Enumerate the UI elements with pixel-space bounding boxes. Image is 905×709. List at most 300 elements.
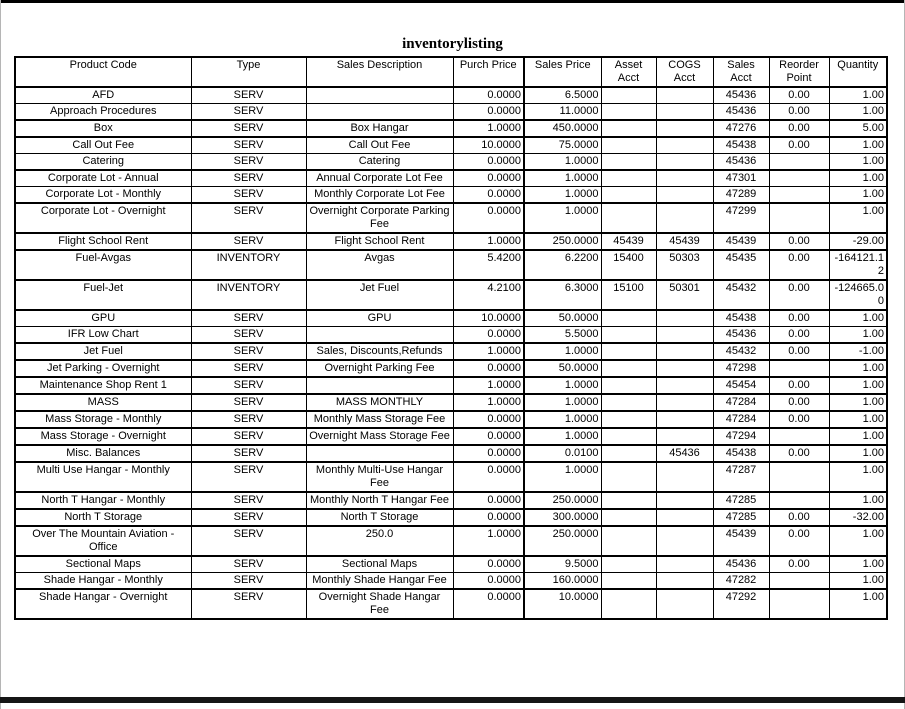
cell-asset-acct xyxy=(601,120,656,137)
cell-type: SERV xyxy=(191,360,306,377)
cell-description: Overnight Parking Fee xyxy=(306,360,453,377)
cell-purch-price: 0.0000 xyxy=(453,556,524,573)
cell-quantity: -164121.12 xyxy=(829,250,887,280)
cell-description: Box Hangar xyxy=(306,120,453,137)
cell-asset-acct xyxy=(601,203,656,233)
cell-asset-acct xyxy=(601,360,656,377)
cell-sales-acct: 45439 xyxy=(713,526,769,556)
cell-cogs-acct xyxy=(656,428,713,445)
cell-sales-acct: 45432 xyxy=(713,343,769,360)
cell-asset-acct xyxy=(601,343,656,360)
cell-type: SERV xyxy=(191,137,306,154)
cell-product-code: MASS xyxy=(15,394,191,411)
cell-purch-price: 0.0000 xyxy=(453,327,524,344)
cell-cogs-acct: 45436 xyxy=(656,445,713,462)
cell-sales-price: 1.0000 xyxy=(524,411,601,428)
cell-quantity: -29.00 xyxy=(829,233,887,250)
cell-type: SERV xyxy=(191,120,306,137)
cell-product-code: IFR Low Chart xyxy=(15,327,191,344)
cell-asset-acct xyxy=(601,573,656,590)
cell-cogs-acct xyxy=(656,203,713,233)
cell-reorder-point: 0.00 xyxy=(769,104,829,121)
table-row xyxy=(15,104,887,121)
column-header-cogs-acct: COGS Acct xyxy=(656,57,713,87)
table-row xyxy=(15,280,887,310)
cell-cogs-acct: 50301 xyxy=(656,280,713,310)
cell-sales-price: 300.0000 xyxy=(524,509,601,526)
cell-asset-acct xyxy=(601,187,656,204)
cell-description: Catering xyxy=(306,154,453,171)
cell-description xyxy=(306,327,453,344)
cell-purch-price: 0.0000 xyxy=(453,360,524,377)
cell-sales-price: 50.0000 xyxy=(524,360,601,377)
cell-cogs-acct xyxy=(656,462,713,492)
cell-purch-price: 0.0000 xyxy=(453,573,524,590)
cell-quantity: 1.00 xyxy=(829,137,887,154)
cell-sales-acct: 45436 xyxy=(713,327,769,344)
cell-purch-price: 1.0000 xyxy=(453,343,524,360)
table-row xyxy=(15,556,887,573)
cell-reorder-point: 0.00 xyxy=(769,509,829,526)
cell-sales-acct: 45436 xyxy=(713,154,769,171)
cell-purch-price: 1.0000 xyxy=(453,526,524,556)
cell-purch-price: 5.4200 xyxy=(453,250,524,280)
cell-quantity: 1.00 xyxy=(829,360,887,377)
cell-description xyxy=(306,377,453,394)
cell-quantity: 1.00 xyxy=(829,187,887,204)
cell-asset-acct xyxy=(601,310,656,327)
cell-product-code: Maintenance Shop Rent 1 xyxy=(15,377,191,394)
cell-sales-acct: 47285 xyxy=(713,492,769,509)
cell-sales-price: 1.0000 xyxy=(524,462,601,492)
inventory-table xyxy=(14,56,888,620)
cell-sales-price: 1.0000 xyxy=(524,394,601,411)
cell-sales-price: 1.0000 xyxy=(524,187,601,204)
cell-description: Annual Corporate Lot Fee xyxy=(306,170,453,187)
cell-quantity: 1.00 xyxy=(829,154,887,171)
column-header-sales-acct: Sales Acct xyxy=(713,57,769,87)
cell-quantity: 1.00 xyxy=(829,589,887,619)
cell-sales-price: 1.0000 xyxy=(524,343,601,360)
cell-asset-acct xyxy=(601,104,656,121)
cell-reorder-point xyxy=(769,203,829,233)
column-header-product-code: Product Code xyxy=(15,57,191,87)
cell-asset-acct xyxy=(601,411,656,428)
table-row xyxy=(15,343,887,360)
cell-purch-price: 1.0000 xyxy=(453,377,524,394)
cell-sales-acct: 47298 xyxy=(713,360,769,377)
cell-purch-price: 0.0000 xyxy=(453,154,524,171)
cell-type: SERV xyxy=(191,377,306,394)
cell-purch-price: 0.0000 xyxy=(453,428,524,445)
cell-description: Monthly Corporate Lot Fee xyxy=(306,187,453,204)
cell-asset-acct xyxy=(601,445,656,462)
cell-description: 250.0 xyxy=(306,526,453,556)
cell-reorder-point: 0.00 xyxy=(769,327,829,344)
cell-product-code: Misc. Balances xyxy=(15,445,191,462)
cell-type: SERV xyxy=(191,445,306,462)
cell-asset-acct xyxy=(601,394,656,411)
cell-sales-price: 450.0000 xyxy=(524,120,601,137)
cell-reorder-point xyxy=(769,589,829,619)
table-row xyxy=(15,310,887,327)
table-row xyxy=(15,492,887,509)
cell-type: SERV xyxy=(191,573,306,590)
cell-sales-price: 9.5000 xyxy=(524,556,601,573)
cell-type: SERV xyxy=(191,187,306,204)
table-row xyxy=(15,411,887,428)
cell-type: SERV xyxy=(191,104,306,121)
cell-cogs-acct: 45439 xyxy=(656,233,713,250)
cell-description: Overnight Corporate Parking Fee xyxy=(306,203,453,233)
cell-product-code: Box xyxy=(15,120,191,137)
column-header-quantity: Quantity xyxy=(829,57,887,87)
cell-type: SERV xyxy=(191,589,306,619)
table-row xyxy=(15,170,887,187)
cell-quantity: 1.00 xyxy=(829,394,887,411)
cell-sales-acct: 45432 xyxy=(713,280,769,310)
cell-asset-acct xyxy=(601,462,656,492)
cell-asset-acct xyxy=(601,327,656,344)
cell-sales-price: 1.0000 xyxy=(524,154,601,171)
cell-sales-acct: 45454 xyxy=(713,377,769,394)
cell-type: SERV xyxy=(191,492,306,509)
cell-reorder-point: 0.00 xyxy=(769,87,829,104)
table-row xyxy=(15,573,887,590)
cell-cogs-acct xyxy=(656,120,713,137)
column-header-sales-price: Sales Price xyxy=(524,57,601,87)
cell-quantity: 1.00 xyxy=(829,104,887,121)
cell-product-code: North T Hangar - Monthly xyxy=(15,492,191,509)
cell-product-code: Catering xyxy=(15,154,191,171)
column-header-asset-acct: Asset Acct xyxy=(601,57,656,87)
cell-purch-price: 0.0000 xyxy=(453,87,524,104)
cell-cogs-acct xyxy=(656,87,713,104)
cell-sales-acct: 47294 xyxy=(713,428,769,445)
cell-quantity: -1.00 xyxy=(829,343,887,360)
cell-description: Sectional Maps xyxy=(306,556,453,573)
cell-cogs-acct xyxy=(656,556,713,573)
cell-quantity: 1.00 xyxy=(829,445,887,462)
cell-reorder-point: 0.00 xyxy=(769,233,829,250)
cell-sales-acct: 45438 xyxy=(713,445,769,462)
cell-sales-acct: 45436 xyxy=(713,556,769,573)
table-row xyxy=(15,589,887,619)
cell-description: Avgas xyxy=(306,250,453,280)
cell-asset-acct: 45439 xyxy=(601,233,656,250)
cell-description xyxy=(306,87,453,104)
cell-sales-price: 6.2200 xyxy=(524,250,601,280)
cell-purch-price: 0.0000 xyxy=(453,445,524,462)
cell-type: SERV xyxy=(191,462,306,492)
cell-quantity: 1.00 xyxy=(829,526,887,556)
cell-product-code: North T Storage xyxy=(15,509,191,526)
cell-type: SERV xyxy=(191,233,306,250)
table-row xyxy=(15,526,887,556)
table-row xyxy=(15,445,887,462)
table-row xyxy=(15,394,887,411)
cell-type: SERV xyxy=(191,556,306,573)
cell-type: INVENTORY xyxy=(191,250,306,280)
cell-asset-acct xyxy=(601,509,656,526)
cell-asset-acct xyxy=(601,428,656,445)
cell-quantity: 1.00 xyxy=(829,492,887,509)
cell-quantity: 1.00 xyxy=(829,170,887,187)
cell-asset-acct xyxy=(601,170,656,187)
cell-purch-price: 4.2100 xyxy=(453,280,524,310)
cell-purch-price: 0.0000 xyxy=(453,411,524,428)
cell-product-code: AFD xyxy=(15,87,191,104)
cell-purch-price: 1.0000 xyxy=(453,394,524,411)
cell-sales-price: 75.0000 xyxy=(524,137,601,154)
cell-cogs-acct xyxy=(656,526,713,556)
cell-type: SERV xyxy=(191,87,306,104)
cell-cogs-acct xyxy=(656,360,713,377)
cell-asset-acct xyxy=(601,492,656,509)
cell-product-code: Corporate Lot - Overnight xyxy=(15,203,191,233)
cell-reorder-point xyxy=(769,573,829,590)
cell-product-code: Sectional Maps xyxy=(15,556,191,573)
cell-reorder-point xyxy=(769,170,829,187)
table-row xyxy=(15,154,887,171)
cell-description: Flight School Rent xyxy=(306,233,453,250)
cell-type: SERV xyxy=(191,203,306,233)
cell-cogs-acct xyxy=(656,187,713,204)
cell-cogs-acct xyxy=(656,170,713,187)
cell-sales-price: 250.0000 xyxy=(524,233,601,250)
cell-product-code: Mass Storage - Monthly xyxy=(15,411,191,428)
cell-quantity: 1.00 xyxy=(829,573,887,590)
cell-sales-acct: 47287 xyxy=(713,462,769,492)
column-header-sales-description: Sales Description xyxy=(306,57,453,87)
cell-product-code: Jet Fuel xyxy=(15,343,191,360)
cell-cogs-acct xyxy=(656,394,713,411)
table-row xyxy=(15,428,887,445)
cell-sales-acct: 47292 xyxy=(713,589,769,619)
cell-reorder-point xyxy=(769,154,829,171)
cell-reorder-point: 0.00 xyxy=(769,120,829,137)
cell-product-code: Shade Hangar - Overnight xyxy=(15,589,191,619)
table-row xyxy=(15,462,887,492)
cell-purch-price: 0.0000 xyxy=(453,462,524,492)
cell-reorder-point: 0.00 xyxy=(769,526,829,556)
cell-sales-price: 1.0000 xyxy=(524,203,601,233)
cell-asset-acct xyxy=(601,589,656,619)
cell-quantity: 1.00 xyxy=(829,377,887,394)
cell-quantity: 1.00 xyxy=(829,203,887,233)
cell-reorder-point xyxy=(769,462,829,492)
cell-sales-price: 1.0000 xyxy=(524,428,601,445)
cell-sales-price: 6.3000 xyxy=(524,280,601,310)
cell-reorder-point: 0.00 xyxy=(769,394,829,411)
table-row xyxy=(15,327,887,344)
cell-description: Jet Fuel xyxy=(306,280,453,310)
cell-purch-price: 1.0000 xyxy=(453,120,524,137)
cell-reorder-point: 0.00 xyxy=(769,556,829,573)
cell-sales-price: 5.5000 xyxy=(524,327,601,344)
cell-product-code: Call Out Fee xyxy=(15,137,191,154)
cell-description: Overnight Mass Storage Fee xyxy=(306,428,453,445)
cell-cogs-acct xyxy=(656,573,713,590)
cell-product-code: Mass Storage - Overnight xyxy=(15,428,191,445)
cell-asset-acct xyxy=(601,377,656,394)
cell-type: SERV xyxy=(191,327,306,344)
cell-sales-acct: 45438 xyxy=(713,137,769,154)
cell-sales-price: 160.0000 xyxy=(524,573,601,590)
cell-sales-acct: 47289 xyxy=(713,187,769,204)
cell-description: MASS MONTHLY xyxy=(306,394,453,411)
cell-product-code: Multi Use Hangar - Monthly xyxy=(15,462,191,492)
cell-asset-acct xyxy=(601,526,656,556)
cell-reorder-point: 0.00 xyxy=(769,377,829,394)
cell-cogs-acct xyxy=(656,104,713,121)
cell-description: Monthly North T Hangar Fee xyxy=(306,492,453,509)
cell-reorder-point: 0.00 xyxy=(769,411,829,428)
cell-sales-acct: 47276 xyxy=(713,120,769,137)
cell-sales-price: 10.0000 xyxy=(524,589,601,619)
cell-reorder-point xyxy=(769,360,829,377)
cell-purch-price: 0.0000 xyxy=(453,509,524,526)
cell-cogs-acct xyxy=(656,137,713,154)
cell-sales-acct: 47284 xyxy=(713,411,769,428)
cell-purch-price: 0.0000 xyxy=(453,187,524,204)
cell-sales-price: 50.0000 xyxy=(524,310,601,327)
cell-asset-acct xyxy=(601,154,656,171)
cell-asset-acct: 15400 xyxy=(601,250,656,280)
table-row xyxy=(15,137,887,154)
cell-product-code: Shade Hangar - Monthly xyxy=(15,573,191,590)
cell-sales-price: 6.5000 xyxy=(524,87,601,104)
cell-description: Sales, Discounts,Refunds xyxy=(306,343,453,360)
cell-purch-price: 0.0000 xyxy=(453,492,524,509)
cell-type: SERV xyxy=(191,310,306,327)
report-title: inventorylisting xyxy=(402,36,503,52)
cell-quantity: 1.00 xyxy=(829,327,887,344)
cell-sales-acct: 45438 xyxy=(713,310,769,327)
cell-sales-acct: 47282 xyxy=(713,573,769,590)
cell-description: Call Out Fee xyxy=(306,137,453,154)
cell-quantity: 1.00 xyxy=(829,556,887,573)
cell-sales-price: 250.0000 xyxy=(524,492,601,509)
cell-type: SERV xyxy=(191,428,306,445)
cell-purch-price: 10.0000 xyxy=(453,137,524,154)
cell-product-code: Approach Procedures xyxy=(15,104,191,121)
cell-type: SERV xyxy=(191,394,306,411)
cell-sales-acct: 47284 xyxy=(713,394,769,411)
page-bottom-edge xyxy=(0,697,905,703)
cell-description xyxy=(306,104,453,121)
table-row xyxy=(15,509,887,526)
cell-cogs-acct xyxy=(656,327,713,344)
page-left-edge xyxy=(0,0,1,709)
page-top-edge xyxy=(0,0,905,3)
cell-type: INVENTORY xyxy=(191,280,306,310)
cell-quantity: 5.00 xyxy=(829,120,887,137)
cell-quantity: -124665.00 xyxy=(829,280,887,310)
cell-reorder-point: 0.00 xyxy=(769,310,829,327)
cell-reorder-point xyxy=(769,187,829,204)
table-row xyxy=(15,203,887,233)
table-row xyxy=(15,360,887,377)
cell-product-code: Corporate Lot - Monthly xyxy=(15,187,191,204)
cell-quantity: -32.00 xyxy=(829,509,887,526)
cell-cogs-acct xyxy=(656,492,713,509)
cell-reorder-point xyxy=(769,428,829,445)
cell-description xyxy=(306,445,453,462)
column-header-type: Type xyxy=(191,57,306,87)
table-row xyxy=(15,87,887,104)
cell-purch-price: 0.0000 xyxy=(453,589,524,619)
cell-sales-price: 1.0000 xyxy=(524,170,601,187)
cell-quantity: 1.00 xyxy=(829,411,887,428)
cell-description: Monthly Shade Hangar Fee xyxy=(306,573,453,590)
cell-quantity: 1.00 xyxy=(829,87,887,104)
cell-type: SERV xyxy=(191,526,306,556)
cell-sales-price: 0.0100 xyxy=(524,445,601,462)
cell-sales-price: 1.0000 xyxy=(524,377,601,394)
cell-product-code: Flight School Rent xyxy=(15,233,191,250)
cell-description: Overnight Shade Hangar Fee xyxy=(306,589,453,619)
column-header-reorder-point: Reorder Point xyxy=(769,57,829,87)
cell-reorder-point: 0.00 xyxy=(769,250,829,280)
column-header-purch-price: Purch Price xyxy=(453,57,524,87)
cell-sales-acct: 45435 xyxy=(713,250,769,280)
cell-sales-acct: 47285 xyxy=(713,509,769,526)
cell-sales-acct: 45439 xyxy=(713,233,769,250)
cell-purch-price: 0.0000 xyxy=(453,203,524,233)
cell-cogs-acct xyxy=(656,589,713,619)
cell-reorder-point: 0.00 xyxy=(769,445,829,462)
cell-reorder-point: 0.00 xyxy=(769,343,829,360)
cell-reorder-point xyxy=(769,492,829,509)
cell-asset-acct: 15100 xyxy=(601,280,656,310)
cell-description: GPU xyxy=(306,310,453,327)
cell-product-code: Fuel-Avgas xyxy=(15,250,191,280)
table-header xyxy=(15,57,887,87)
cell-quantity: 1.00 xyxy=(829,310,887,327)
table-body xyxy=(15,87,887,619)
cell-cogs-acct xyxy=(656,154,713,171)
table-row xyxy=(15,233,887,250)
table-row xyxy=(15,377,887,394)
cell-sales-price: 250.0000 xyxy=(524,526,601,556)
cell-quantity: 1.00 xyxy=(829,428,887,445)
cell-cogs-acct: 50303 xyxy=(656,250,713,280)
cell-description: Monthly Mass Storage Fee xyxy=(306,411,453,428)
cell-asset-acct xyxy=(601,87,656,104)
cell-description: Monthly Multi-Use Hangar Fee xyxy=(306,462,453,492)
cell-reorder-point: 0.00 xyxy=(769,137,829,154)
cell-sales-price: 11.0000 xyxy=(524,104,601,121)
cell-type: SERV xyxy=(191,343,306,360)
cell-type: SERV xyxy=(191,411,306,428)
cell-product-code: Fuel-Jet xyxy=(15,280,191,310)
header-row xyxy=(15,57,887,87)
cell-type: SERV xyxy=(191,154,306,171)
cell-product-code: GPU xyxy=(15,310,191,327)
cell-purch-price: 10.0000 xyxy=(453,310,524,327)
table-row xyxy=(15,250,887,280)
cell-cogs-acct xyxy=(656,310,713,327)
cell-asset-acct xyxy=(601,137,656,154)
table-row xyxy=(15,120,887,137)
cell-description: North T Storage xyxy=(306,509,453,526)
cell-sales-acct: 47301 xyxy=(713,170,769,187)
cell-product-code: Jet Parking - Overnight xyxy=(15,360,191,377)
cell-asset-acct xyxy=(601,556,656,573)
cell-product-code: Over The Mountain Aviation - Office xyxy=(15,526,191,556)
cell-purch-price: 1.0000 xyxy=(453,233,524,250)
